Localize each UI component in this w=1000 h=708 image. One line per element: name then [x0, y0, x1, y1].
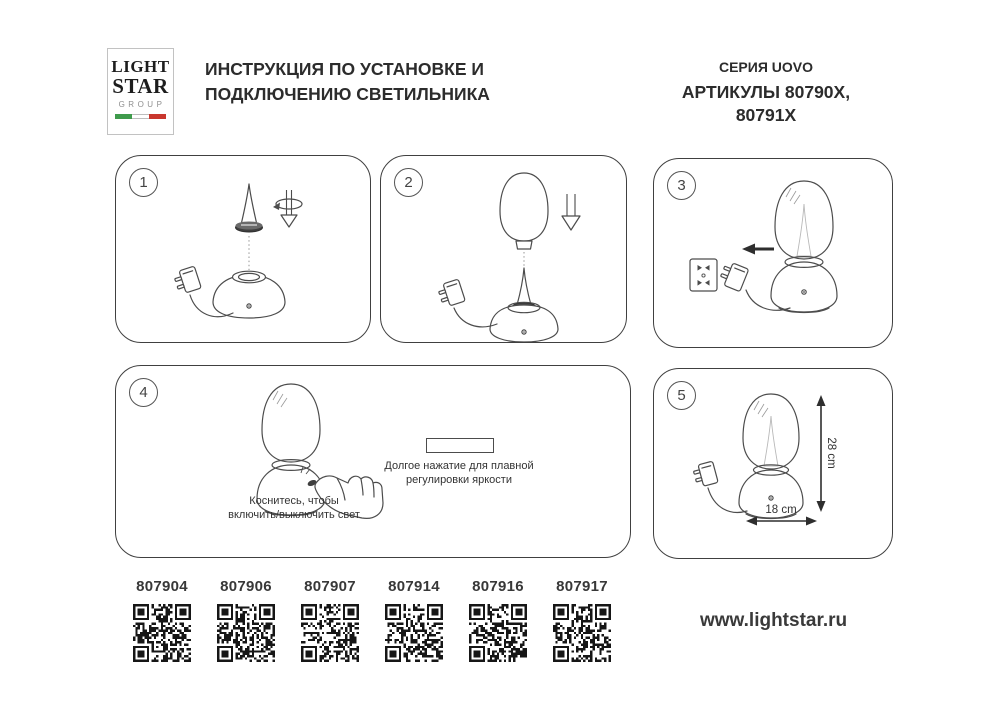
cone-on-base-icon [490, 268, 558, 342]
step-2-number: 2 [394, 168, 423, 197]
logo-word-star: STAR [112, 74, 169, 98]
logo-word-group: GROUP [118, 100, 166, 109]
screw-rotation-arrow-icon [273, 190, 302, 227]
down-arrow-icon [562, 194, 580, 230]
article-item [301, 578, 359, 662]
qr-code [469, 604, 527, 662]
power-adapter-icon [437, 279, 497, 327]
step-1-panel [115, 155, 371, 343]
qr-code [385, 604, 443, 662]
lamp-shade-icon [500, 173, 548, 249]
assembled-lamp-icon [771, 181, 837, 313]
articles-line2: 80791X [735, 105, 797, 125]
italian-flag-bar [115, 114, 167, 119]
series-block [648, 58, 884, 126]
page-title-line1: ИНСТРУКЦИЯ ПО УСТАНОВКЕ И [205, 59, 484, 79]
website-url: www.lightstar.ru [700, 610, 848, 631]
qr-code [133, 604, 191, 662]
article-qr-row [133, 578, 611, 662]
lightstar-logo [107, 48, 174, 135]
article-item [217, 578, 275, 662]
height-dimension-label: 28 cm [825, 437, 837, 469]
flag-green [115, 114, 132, 119]
article-item [469, 578, 527, 662]
article-code: 807904 [136, 578, 188, 595]
article-code: 807906 [220, 578, 272, 595]
qr-code [553, 604, 611, 662]
step-5-number: 5 [667, 381, 696, 410]
qr-code [301, 604, 359, 662]
flag-white [132, 114, 149, 119]
qr-code [217, 604, 275, 662]
step-5-panel [653, 368, 893, 559]
width-dimension-label: 18 cm [765, 504, 797, 516]
longpress-caption: Долгое нажатие для плавной регулировки яркости [384, 460, 534, 486]
step-3-number: 3 [667, 171, 696, 200]
article-item [133, 578, 191, 662]
article-code: 807914 [388, 578, 440, 595]
article-item [553, 578, 611, 662]
article-code: 807917 [556, 578, 608, 595]
article-item [385, 578, 443, 662]
page-title-line2: ПОДКЛЮЧЕНИЮ СВЕТИЛЬНИКА [205, 84, 490, 104]
flag-red [149, 114, 166, 119]
step-3-panel [653, 158, 893, 348]
brightness-slider-graphic [426, 438, 494, 453]
touch-caption: Коснитесь, чтобы включить/выключить свет [228, 495, 360, 521]
wall-socket-icon [690, 259, 717, 291]
articles-line1: АРТИКУЛЫ 80790X, [681, 82, 851, 102]
page-title [205, 57, 490, 107]
step-2-panel [380, 155, 627, 343]
step-1-number: 1 [129, 168, 158, 197]
cone-diffuser-icon [236, 184, 263, 232]
step-4-panel [115, 365, 631, 558]
article-code: 807907 [304, 578, 356, 595]
article-code: 807916 [472, 578, 524, 595]
left-arrow-icon [742, 244, 774, 255]
assembled-lamp-icon [739, 394, 803, 519]
step-4-number: 4 [129, 378, 158, 407]
series-name: СЕРИЯ UOVO [718, 59, 814, 75]
logo-word-light: LIGHT [111, 57, 170, 76]
lamp-base-icon [213, 271, 285, 318]
